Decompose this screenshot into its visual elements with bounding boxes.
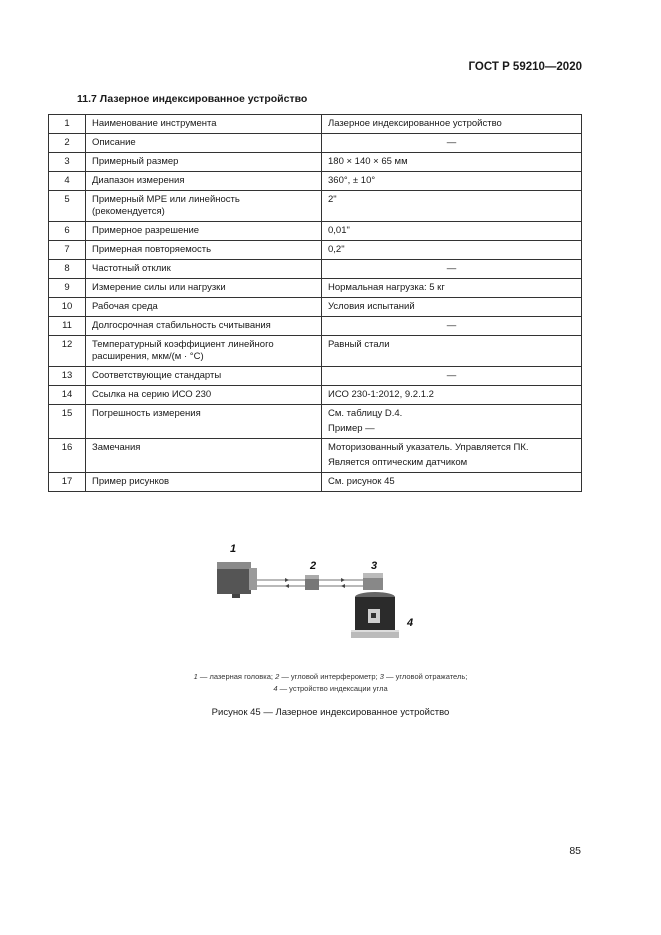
laser-head <box>217 562 257 598</box>
row-number: 16 <box>49 439 86 473</box>
row-value-text: 2" <box>328 194 337 205</box>
section-title: 11.7 Лазерное индексированное устройство <box>77 93 308 105</box>
row-value-text: 0,01" <box>328 225 350 236</box>
table-row <box>49 279 582 298</box>
table-row <box>49 298 582 317</box>
row-value-text: — <box>446 137 457 148</box>
row-value-text: 0,2" <box>328 244 345 255</box>
row-value-text: — <box>446 320 457 331</box>
angle-indexing-device <box>351 592 399 638</box>
row-parameter: Наименование инструмента <box>86 115 322 134</box>
row-value-text: Лазерное индексированное устройство <box>328 118 502 129</box>
table-row <box>49 222 582 241</box>
row-value <box>322 260 582 279</box>
table-row <box>49 134 582 153</box>
row-value-text: См. таблицу D.4. <box>328 408 403 419</box>
table-row <box>49 241 582 260</box>
table-row <box>49 439 582 473</box>
figure-legend <box>0 671 661 695</box>
row-number: 3 <box>49 153 86 172</box>
table-row <box>49 473 582 492</box>
row-value-text-2: Пример — <box>328 423 375 434</box>
row-number: 15 <box>49 405 86 439</box>
row-parameter: Рабочая среда <box>86 298 322 317</box>
row-number: 8 <box>49 260 86 279</box>
row-value <box>322 222 582 241</box>
table-row <box>49 153 582 172</box>
row-parameter: Измерение силы или нагрузки <box>86 279 322 298</box>
callout-4: 4 <box>407 617 414 629</box>
legend-num-3: 3 <box>379 672 384 681</box>
row-value <box>322 298 582 317</box>
row-value <box>322 405 582 439</box>
row-parameter: Примерный размер <box>86 153 322 172</box>
row-number: 17 <box>49 473 86 492</box>
table-row <box>49 172 582 191</box>
legend-text-1: — лазерная головка; <box>197 672 276 681</box>
angular-reflector <box>363 573 383 590</box>
table-row <box>49 191 582 222</box>
legend-num-1: 1 <box>193 672 198 681</box>
row-value <box>322 153 582 172</box>
row-value <box>322 317 582 336</box>
row-value <box>322 367 582 386</box>
row-value <box>322 191 582 222</box>
legend-num-2: 2 <box>275 672 280 681</box>
row-value <box>322 241 582 260</box>
row-value-text: Нормальная нагрузка: 5 кг <box>328 282 445 293</box>
row-parameter: Описание <box>86 134 322 153</box>
row-value <box>322 386 582 405</box>
callout-1: 1 <box>230 543 237 555</box>
row-number: 9 <box>49 279 86 298</box>
row-value-text: ИСО 230-1:2012, 9.2.1.2 <box>328 389 434 400</box>
legend-text-2: — угловой интерферометр; <box>279 672 380 681</box>
row-value <box>322 172 582 191</box>
page-number: 85 <box>569 845 581 857</box>
row-parameter: Соответствующие стандарты <box>86 367 322 386</box>
standard-designation: ГОСТ Р 59210—2020 <box>468 61 582 73</box>
table-row <box>49 336 582 367</box>
row-parameter: Пример рисунков <box>86 473 322 492</box>
row-number: 14 <box>49 386 86 405</box>
callout-3: 3 <box>371 560 378 572</box>
row-parameter: Температурный коэффициент линейного расширения, мкм/(м · °С) <box>86 336 322 367</box>
row-value <box>322 115 582 134</box>
row-value-text: Моторизованный указатель. Управляется ПК. <box>328 442 529 453</box>
table-row <box>49 386 582 405</box>
row-parameter: Погрешность измерения <box>86 405 322 439</box>
figure-title: Рисунок 45 — Лазерное индексированное устройство <box>211 707 450 718</box>
row-value <box>322 279 582 298</box>
row-value <box>322 134 582 153</box>
row-number: 5 <box>49 191 86 222</box>
row-parameter: Примерное разрешение <box>86 222 322 241</box>
legend-line-2 <box>0 683 661 695</box>
row-number: 1 <box>49 115 86 134</box>
table-row <box>49 367 582 386</box>
row-parameter: Частотный отклик <box>86 260 322 279</box>
row-parameter: Примерный MPE или линейность (рекомендуется) <box>86 191 322 222</box>
callout-2: 2 <box>310 560 317 572</box>
row-value <box>322 336 582 367</box>
specification-table <box>48 114 582 492</box>
legend-line-1 <box>0 671 661 683</box>
row-parameter: Диапазон измерения <box>86 172 322 191</box>
row-value-text: См. рисунок 45 <box>328 476 395 487</box>
row-value-text: Условия испытаний <box>328 301 415 312</box>
row-parameter: Ссылка на серию ИСО 230 <box>86 386 322 405</box>
row-number: 2 <box>49 134 86 153</box>
row-number: 4 <box>49 172 86 191</box>
row-number: 11 <box>49 317 86 336</box>
table-row <box>49 317 582 336</box>
row-number: 12 <box>49 336 86 367</box>
row-value-text: 360°, ± 10° <box>328 175 376 186</box>
row-parameter: Замечания <box>86 439 322 473</box>
row-value-text: — <box>446 263 457 274</box>
row-value-text: 180 × 140 × 65 мм <box>328 156 408 167</box>
figure-diagram <box>205 535 425 645</box>
row-value-text-2: Является оптическим датчиком <box>328 457 468 468</box>
row-number: 13 <box>49 367 86 386</box>
table-row <box>49 260 582 279</box>
table-row <box>49 115 582 134</box>
angular-interferometer <box>305 575 319 590</box>
row-number: 6 <box>49 222 86 241</box>
legend-num-4: 4 <box>273 684 278 693</box>
row-value <box>322 473 582 492</box>
row-value-text: — <box>446 370 457 381</box>
legend-text-4: — устройство индексации угла <box>277 684 388 693</box>
row-number: 7 <box>49 241 86 260</box>
row-parameter: Примерная повторяемость <box>86 241 322 260</box>
row-number: 10 <box>49 298 86 317</box>
row-parameter: Долгосрочная стабильность считывания <box>86 317 322 336</box>
row-value-text: Равный стали <box>328 339 390 350</box>
table-row <box>49 405 582 439</box>
legend-text-3: — угловой отражатель; <box>383 672 468 681</box>
row-value <box>322 439 582 473</box>
